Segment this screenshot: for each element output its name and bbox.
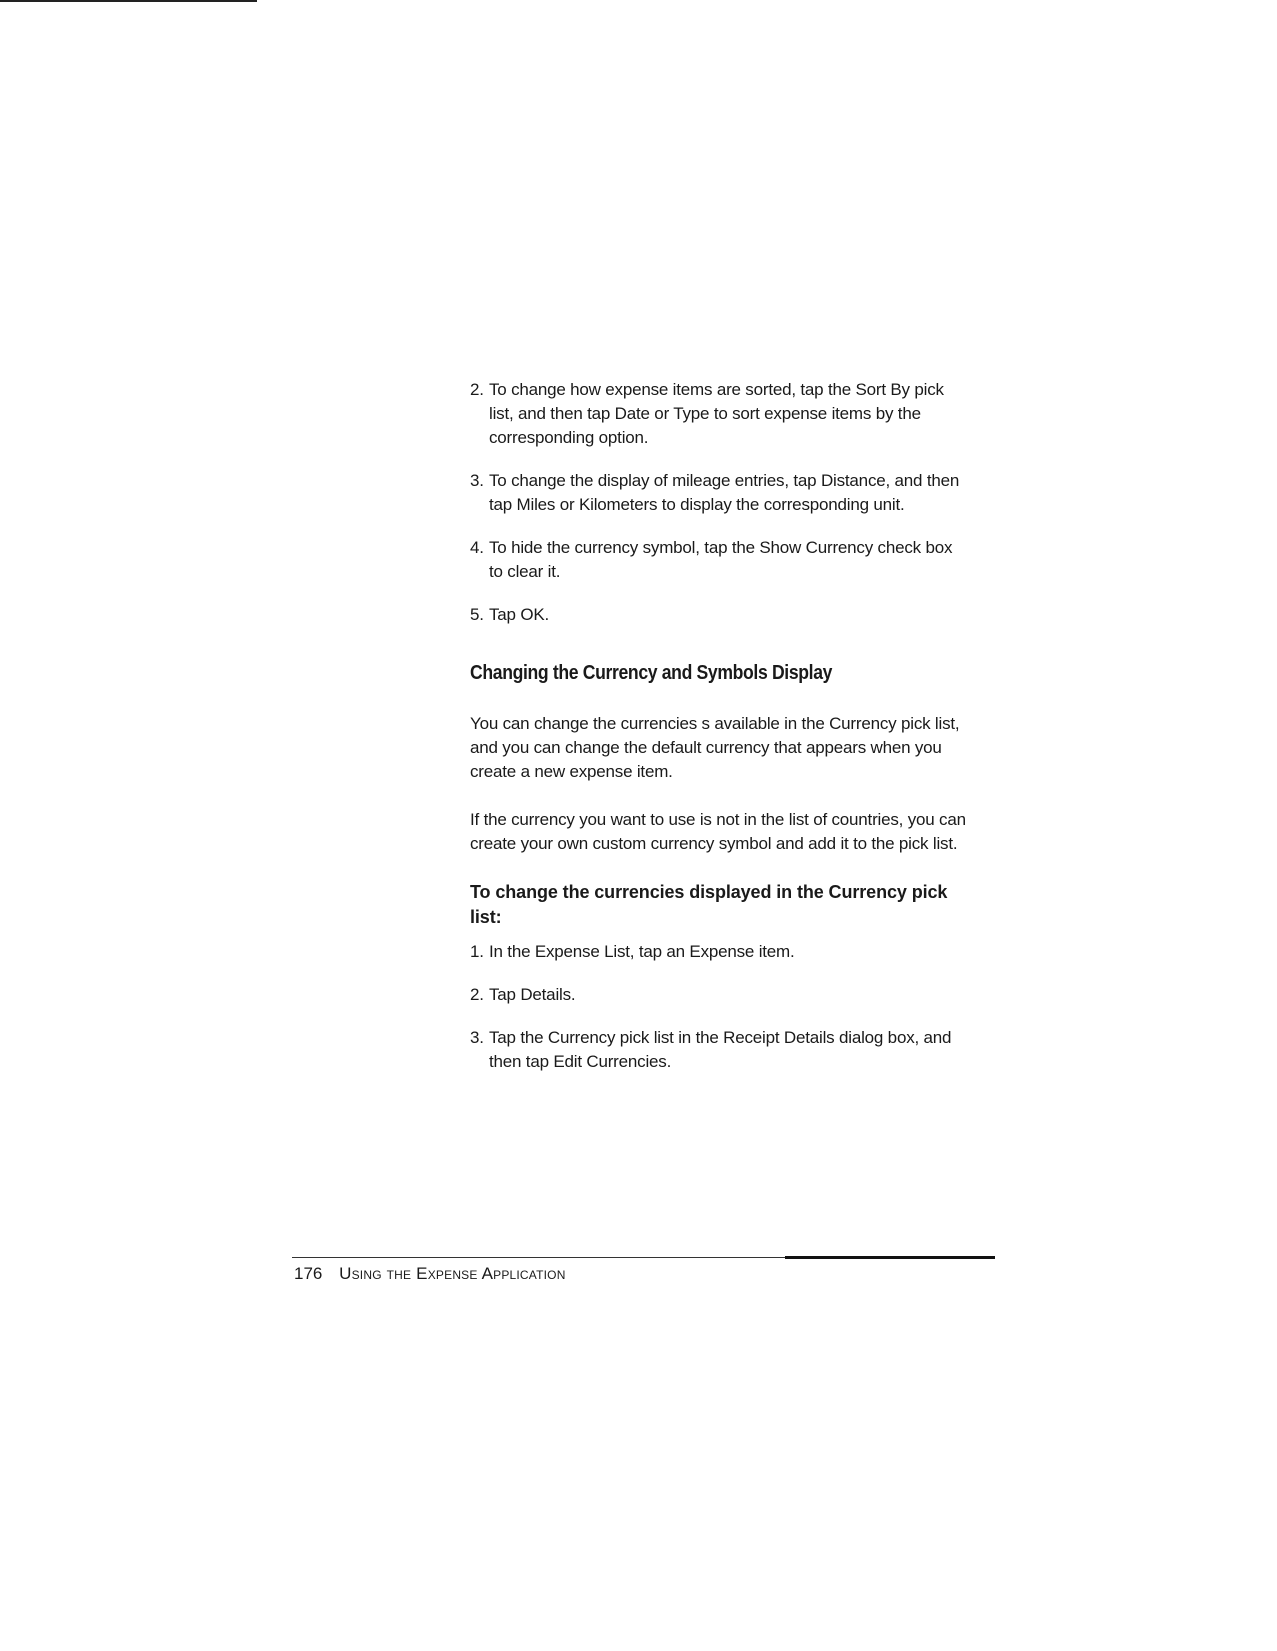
list-item	[470, 469, 970, 517]
step-number: 2.	[470, 985, 484, 1004]
step-text: Tap OK.	[489, 605, 550, 624]
section-heading: Changing the Currency and Symbols Display	[470, 662, 833, 684]
step-text: To change how expense items are sorted, tap the Sort By pick list, and then tap Date or Type to sort expense items by the corresponding option.	[489, 380, 944, 447]
list-item	[470, 940, 970, 964]
step-number: 5.	[470, 605, 484, 624]
list-item	[470, 536, 970, 584]
step-number: 4.	[470, 538, 484, 557]
procedure-title: To change the currencies displayed in the Currency pick list:	[470, 882, 948, 927]
list-item	[470, 378, 970, 450]
scan-edge-mark	[0, 0, 257, 2]
list-item	[470, 603, 970, 627]
page-footer	[294, 1263, 566, 1285]
step-text: To hide the currency symbol, tap the Show Currency check box to clear it.	[489, 538, 953, 581]
step-text: In the Expense List, tap an Expense item.	[489, 942, 795, 961]
step-text: Tap the Currency pick list in the Receipt Details dialog box, and then tap Edit Currencies.	[489, 1028, 952, 1071]
step-number: 3.	[470, 1028, 484, 1047]
page-number: 176	[294, 1264, 323, 1283]
body-paragraph: You can change the currencies s available in the Currency pick list, and you can change the default currency that appears when you create a new expense item.	[470, 714, 960, 781]
step-number: 3.	[470, 471, 484, 490]
footer-rule-accent	[785, 1256, 995, 1259]
list-item	[470, 1026, 970, 1074]
list-item	[470, 983, 970, 1007]
step-text: To change the display of mileage entries, tap Distance, and then tap Miles or Kilometers to display the corresponding unit.	[489, 471, 960, 514]
body-paragraph: If the currency you want to use is not in the list of countries, you can create your own custom currency symbol and add it to the pick list.	[470, 810, 966, 853]
step-number: 2.	[470, 380, 484, 399]
main-column	[470, 378, 970, 1093]
footer-rule	[292, 1257, 995, 1258]
running-title: Using the Expense Application	[339, 1264, 566, 1283]
step-text: Tap Details.	[489, 985, 576, 1004]
step-number: 1.	[470, 942, 484, 961]
